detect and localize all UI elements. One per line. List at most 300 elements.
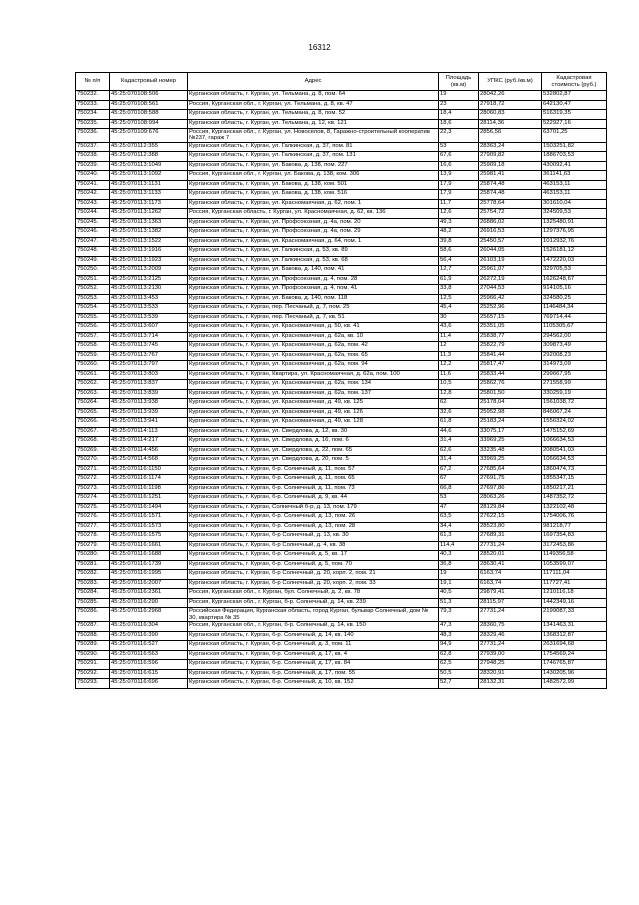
- area-cell: 61,8: [439, 418, 479, 428]
- cadastral-value-cell: 1322102,48: [542, 503, 607, 513]
- cadastral-number-cell: 45:25:070116:696: [110, 679, 188, 689]
- cadastral-value-cell: 324509,53: [542, 209, 607, 219]
- table-row: [76, 323, 607, 333]
- row-number-cell: 750254.: [76, 304, 110, 314]
- cadastral-value-cell: 301610,04: [542, 199, 607, 209]
- row-number-cell: 750293.: [76, 679, 110, 689]
- address-cell: Курганская область, г. Курган, б-р. Солнечный, д. 9, кв. 44: [188, 494, 439, 504]
- address-cell: Курганская область, г. Курган, б-р. Солнечный, д. 17, пом. 55: [188, 669, 439, 679]
- header-number: № п/п: [76, 73, 110, 91]
- upks-cell: 25909,18: [479, 161, 542, 171]
- row-number-cell: 750283.: [76, 579, 110, 589]
- cadastral-number-cell: 45:25:070113:1131: [110, 180, 188, 190]
- upks-cell: 25183,24: [479, 418, 542, 428]
- cadastral-value-cell: 271558,99: [542, 380, 607, 390]
- upks-cell: 6163,74: [479, 579, 542, 589]
- row-number-cell: 750280.: [76, 551, 110, 561]
- address-cell: Курганская область, г. Курган, б-р Солнечный, д. 20, корп. 2, пом. 33: [188, 579, 439, 589]
- cadastral-value-cell: 516319,35: [542, 110, 607, 120]
- row-number-cell: 750260.: [76, 361, 110, 371]
- upks-cell: 26103,19: [479, 256, 542, 266]
- table-row: [76, 475, 607, 485]
- cadastral-value-cell: 463153,11: [542, 180, 607, 190]
- address-cell: Курганская область, г. Курган, ул. Красномаячная, д. 62а, пом. 94: [188, 361, 439, 371]
- table-row: [76, 551, 607, 561]
- upks-cell: 27948,25: [479, 660, 542, 670]
- header-area: Площадь (кв.м): [439, 73, 479, 91]
- upks-cell: 25351,05: [479, 323, 542, 333]
- upks-cell: 28063,26: [479, 494, 542, 504]
- cadastral-number-cell: 45:25:070113:941: [110, 418, 188, 428]
- row-number-cell: 750247.: [76, 237, 110, 247]
- cadastral-value-cell: 292008,23: [542, 351, 607, 361]
- area-cell: 12,7: [439, 266, 479, 276]
- table-row: [76, 522, 607, 532]
- table-row: [76, 437, 607, 447]
- cadastral-value-cell: 2199087,33: [542, 608, 607, 622]
- row-number-cell: 750289.: [76, 641, 110, 651]
- table-row: [76, 650, 607, 660]
- cadastral-value-cell: 1482572,99: [542, 679, 607, 689]
- row-number-cell: 750284.: [76, 589, 110, 599]
- table-row: [76, 399, 607, 409]
- cadastral-number-cell: 45:25:070113:1092: [110, 171, 188, 181]
- area-cell: 19: [439, 91, 479, 101]
- cadastral-value-cell: 329705,53: [542, 266, 607, 276]
- upks-cell: 26886,02: [479, 218, 542, 228]
- address-cell: Курганская область, г. Курган, б-р. Солнечный, д. 14, кв. 140: [188, 631, 439, 641]
- address-cell: Курганская область, г. Курган, ул. Профсоюзная, д. 4, пом. 41: [188, 285, 439, 295]
- upks-cell: 25981,41: [479, 171, 542, 181]
- row-number-cell: 750265.: [76, 408, 110, 418]
- cadastral-value-cell: 1442349,16: [542, 598, 607, 608]
- area-cell: 53: [439, 494, 479, 504]
- address-cell: Курганская область, г. Курган, пер. Песчаный, д. 7, кв. 51: [188, 313, 439, 323]
- cadastral-number-cell: 45:25:070113:453: [110, 294, 188, 304]
- area-cell: 47: [439, 503, 479, 513]
- table-row: [76, 361, 607, 371]
- cadastral-number-cell: 45:25:070116:1251: [110, 494, 188, 504]
- table-row: [76, 631, 607, 641]
- cadastral-value-cell: 2080541,03: [542, 446, 607, 456]
- cadastral-number-cell: 45:25:070116:1995: [110, 570, 188, 580]
- upks-cell: 27044,53: [479, 285, 542, 295]
- area-cell: 12,2: [439, 361, 479, 371]
- address-cell: Курганская область, г. Курган, ул. Профсоюзная, д. 4а, пом. 20: [188, 218, 439, 228]
- upks-cell: 27909,82: [479, 152, 542, 162]
- area-cell: 23: [439, 100, 479, 110]
- area-cell: 56,4: [439, 256, 479, 266]
- area-cell: 44,6: [439, 427, 479, 437]
- upks-cell: 27731,24: [479, 608, 542, 622]
- address-cell: Россия, Курганская обл., г. Курган, бул. Солнечный, д. 2, кв. 78: [188, 589, 439, 599]
- table-row: [76, 313, 607, 323]
- page-number: 16312: [308, 43, 331, 52]
- cadastral-value-cell: 1297376,95: [542, 228, 607, 238]
- area-cell: 62,8: [439, 650, 479, 660]
- row-number-cell: 750252.: [76, 285, 110, 295]
- address-cell: Курганская область, г. Курган, б-р Солнечный, д. 4, кв. 38: [188, 541, 439, 551]
- cadastral-value-cell: 846067,24: [542, 408, 607, 418]
- row-number-cell: 750291.: [76, 660, 110, 670]
- upks-cell: 25450,57: [479, 237, 542, 247]
- row-number-cell: 750246.: [76, 228, 110, 238]
- table-row: [76, 285, 607, 295]
- row-number-cell: 750263.: [76, 389, 110, 399]
- row-number-cell: 750269.: [76, 446, 110, 456]
- table-row: [76, 641, 607, 651]
- area-cell: 12,5: [439, 294, 479, 304]
- address-cell: Российская Федерация, Курганская область, город Курган, бульвар Солнечный, дом № 30, квартира № 35: [188, 608, 439, 622]
- table-row: [76, 332, 607, 342]
- cadastral-value-cell: 2631694,68: [542, 641, 607, 651]
- area-cell: 17,9: [439, 180, 479, 190]
- cadastral-value-cell: 3172453,86: [542, 541, 607, 551]
- upks-cell: 25252,96: [479, 304, 542, 314]
- cadastral-number-cell: 45:25:070112:388: [110, 152, 188, 162]
- cadastral-value-cell: 1368312,87: [542, 631, 607, 641]
- address-cell: Курганская область, г. Курган, ул. Красномаячная, д. 62, пом. 1: [188, 199, 439, 209]
- area-cell: 43,6: [439, 323, 479, 333]
- table-row: [76, 161, 607, 171]
- area-cell: 48,3: [439, 631, 479, 641]
- upks-cell: 26272,19: [479, 275, 542, 285]
- area-cell: 45,4: [439, 304, 479, 314]
- cadastral-value-cell: 1472220,03: [542, 256, 607, 266]
- address-cell: Курганская область, г. Курган, ул. Красномаячная, д. 50, кв. 41: [188, 323, 439, 333]
- area-cell: 58,6: [439, 247, 479, 257]
- table-row: [76, 247, 607, 257]
- cadastral-value-cell: 1475152,69: [542, 427, 607, 437]
- area-cell: 32,6: [439, 408, 479, 418]
- address-cell: Курганская область, г. Курган, ул. Красномаячная, д. 64, пом. 1: [188, 237, 439, 247]
- cadastral-number-cell: 45:25:070116:596: [110, 660, 188, 670]
- area-cell: 94,9: [439, 641, 479, 651]
- cadastral-value-cell: 361141,63: [542, 171, 607, 181]
- cadastral-number-cell: 45:25:070112:355: [110, 142, 188, 152]
- upks-cell: 28132,31: [479, 679, 542, 689]
- row-number-cell: 750259.: [76, 351, 110, 361]
- row-number-cell: 750239.: [76, 161, 110, 171]
- row-number-cell: 750267.: [76, 427, 110, 437]
- upks-cell: 28329,46: [479, 631, 542, 641]
- area-cell: 114,4: [439, 541, 479, 551]
- cadastral-value-cell: 1341463,31: [542, 622, 607, 632]
- cadastral-number-cell: 45:25:070116:1575: [110, 532, 188, 542]
- address-cell: Курганская область, г. Курган, б-р. Солнечный, д. 11, пом. 73: [188, 484, 439, 494]
- cadastral-value-cell: 299667,95: [542, 370, 607, 380]
- area-cell: 67,2: [439, 465, 479, 475]
- address-cell: Курганская область, г. Курган, ул. Тельмана, д. 12, кв. 121: [188, 119, 439, 129]
- row-number-cell: 750272.: [76, 475, 110, 485]
- address-cell: Курганская область, г. Курган, ул. Бакова, д. 140, пом. 41: [188, 266, 439, 276]
- upks-cell: 28114,36: [479, 119, 542, 129]
- upks-cell: 25801,50: [479, 389, 542, 399]
- upks-cell: 27691,75: [479, 475, 542, 485]
- table-row: [76, 465, 607, 475]
- upks-cell: 6163,74: [479, 570, 542, 580]
- row-number-cell: 750282.: [76, 570, 110, 580]
- table-row: [76, 190, 607, 200]
- cadastral-value-cell: 1325480,91: [542, 218, 607, 228]
- cadastral-number-cell: 45:25:070116:2361: [110, 589, 188, 599]
- cadastral-value-cell: 430092,41: [542, 161, 607, 171]
- cadastral-number-cell: 45:25:070113:1382: [110, 228, 188, 238]
- area-cell: 49,3: [439, 218, 479, 228]
- cadastral-number-cell: 45:25:070113:938: [110, 399, 188, 409]
- cadastral-value-cell: 769714,44: [542, 313, 607, 323]
- row-number-cell: 750242.: [76, 190, 110, 200]
- table-row: [76, 91, 607, 101]
- cadastral-value-cell: 1626248,67: [542, 275, 607, 285]
- table-header-row: [76, 73, 607, 91]
- table-row: [76, 209, 607, 219]
- cadastral-number-cell: 45:25:070116:1573: [110, 522, 188, 532]
- table-row: [76, 180, 607, 190]
- upks-cell: 27939,00: [479, 650, 542, 660]
- cadastral-number-cell: 45:25:070108:561: [110, 100, 188, 110]
- cadastral-value-cell: 1053599,07: [542, 560, 607, 570]
- cadastral-number-cell: 45:25:070116:304: [110, 622, 188, 632]
- row-number-cell: 750233.: [76, 100, 110, 110]
- upks-cell: 33235,48: [479, 446, 542, 456]
- area-cell: 11,4: [439, 332, 479, 342]
- address-cell: Курганская область, г. Курган, ул. Красномаячная, д. 62а, кв. 10: [188, 332, 439, 342]
- area-cell: 31,4: [439, 437, 479, 447]
- row-number-cell: 750278.: [76, 532, 110, 542]
- row-number-cell: 750279.: [76, 541, 110, 551]
- cadastral-number-cell: 45:25:070116:1688: [110, 551, 188, 561]
- cadastral-value-cell: 1146484,34: [542, 304, 607, 314]
- row-number-cell: 750257.: [76, 332, 110, 342]
- cadastral-number-cell: 45:25:070113:839: [110, 389, 188, 399]
- area-cell: 12,6: [439, 209, 479, 219]
- area-cell: 19,1: [439, 579, 479, 589]
- cadastral-number-cell: 45:25:070113:533: [110, 304, 188, 314]
- cadastral-number-cell: 45:25:070108:506: [110, 91, 188, 101]
- table-row: [76, 570, 607, 580]
- row-number-cell: 750238.: [76, 152, 110, 162]
- area-cell: 22,3: [439, 129, 479, 143]
- row-number-cell: 750286.: [76, 608, 110, 622]
- address-cell: Россия, Курганская обл., г. Курган, б-р. Солнечный, д. 14, кв. 150: [188, 622, 439, 632]
- area-cell: 40,5: [439, 589, 479, 599]
- area-cell: 39,8: [439, 237, 479, 247]
- address-cell: Курганская область, г. Курган, ул. Свердлова, д. 12, кв. 30: [188, 427, 439, 437]
- cadastral-number-cell: 45:25:070113:2009: [110, 266, 188, 276]
- cadastral-number-cell: 45:25:070113:1522: [110, 237, 188, 247]
- table-row: [76, 679, 607, 689]
- row-number-cell: 750249.: [76, 256, 110, 266]
- upks-cell: 28360,75: [479, 622, 542, 632]
- area-cell: 53: [439, 142, 479, 152]
- cadastral-value-cell: 1210116,18: [542, 589, 607, 599]
- cadastral-number-cell: 45:25:070113:1133: [110, 190, 188, 200]
- area-cell: 11,7: [439, 199, 479, 209]
- cadastral-value-cell: 1526181,12: [542, 247, 607, 257]
- area-cell: 66,8: [439, 484, 479, 494]
- table-row: [76, 380, 607, 390]
- address-cell: Курганская область, г. Курган, ул. Красномаячная, д. 62а, пом. 42: [188, 342, 439, 352]
- cadastral-value-cell: 522927,16: [542, 119, 607, 129]
- upks-cell: 28630,41: [479, 560, 542, 570]
- upks-cell: 25966,42: [479, 294, 542, 304]
- cadastral-value-cell: 981218,77: [542, 522, 607, 532]
- row-number-cell: 750276.: [76, 513, 110, 523]
- table-row: [76, 218, 607, 228]
- address-cell: Курганская область, г. Курган, ул. Галкинская, д. 37, пом. 131: [188, 152, 439, 162]
- cadastral-value-cell: 314973,09: [542, 361, 607, 371]
- upks-cell: 27697,86: [479, 484, 542, 494]
- area-cell: 67,6: [439, 152, 479, 162]
- upks-cell: 25862,76: [479, 380, 542, 390]
- row-number-cell: 750236.: [76, 129, 110, 143]
- table-row: [76, 100, 607, 110]
- cadastral-number-cell: 45:25:070113:1363: [110, 218, 188, 228]
- area-cell: 79,3: [439, 608, 479, 622]
- cadastral-value-cell: 1149356,58: [542, 551, 607, 561]
- cadastral-number-cell: 45:25:070116:1174: [110, 475, 188, 485]
- table-row: [76, 199, 607, 209]
- area-cell: 18,6: [439, 119, 479, 129]
- cadastral-value-cell: 1066634,53: [542, 437, 607, 447]
- address-cell: Курганская область, г. Курган, б-р Солнечный, д. 13, кв. 30: [188, 532, 439, 542]
- cadastral-number-cell: 45:25:070116:563: [110, 650, 188, 660]
- cadastral-value-cell: 1012932,76: [542, 237, 607, 247]
- address-cell: Россия, Курганская область, г. Курган, ул. Красномаячная, д. 62, кв. 136: [188, 209, 439, 219]
- row-number-cell: 750243.: [76, 199, 110, 209]
- table-row: [76, 669, 607, 679]
- cadastral-value-cell: 1561038,72: [542, 399, 607, 409]
- cadastral-number-cell: 45:25:070116:1661: [110, 541, 188, 551]
- area-cell: 31,4: [439, 456, 479, 466]
- table-row: [76, 351, 607, 361]
- cadastral-number-cell: 45:25:070116:2007: [110, 579, 188, 589]
- cadastral-value-cell: 1855347,15: [542, 475, 607, 485]
- address-cell: Курганская область, г. Курган, б-р. Солнечный, д. 5, пом. 70: [188, 560, 439, 570]
- area-cell: 47,3: [439, 622, 479, 632]
- area-cell: 12: [439, 342, 479, 352]
- area-cell: 62: [439, 399, 479, 409]
- upks-cell: 33075,17: [479, 427, 542, 437]
- area-cell: 10,5: [439, 380, 479, 390]
- area-cell: 17,9: [439, 190, 479, 200]
- cadastral-value-cell: 914105,16: [542, 285, 607, 295]
- row-number-cell: 750245.: [76, 218, 110, 228]
- upks-cell: 27685,64: [479, 465, 542, 475]
- address-cell: Курганская область, г. Курган, б-р. Солнечный, д. 11, пом. 57: [188, 465, 439, 475]
- header-cadastral-number: Кадастровый номер: [110, 73, 188, 91]
- upks-cell: 28363,24: [479, 142, 542, 152]
- cadastral-value-cell: 642130,47: [542, 100, 607, 110]
- table-row: [76, 541, 607, 551]
- upks-cell: 25754,72: [479, 209, 542, 219]
- area-cell: 51,3: [439, 598, 479, 608]
- address-cell: Курганская область, г. Курган, ул. Красномаячная, д. 49, кв. 126: [188, 408, 439, 418]
- address-cell: Курганская область, г. Курган, ул. Красномаячная, д. 62а, пом. 65: [188, 351, 439, 361]
- area-cell: 67: [439, 475, 479, 485]
- area-cell: 18,4: [439, 110, 479, 120]
- area-cell: 50,5: [439, 669, 479, 679]
- cadastral-number-cell: 45:25:070116:615: [110, 669, 188, 679]
- address-cell: Курганская область, г. Курган, б-р. Солнечный, д. 17, кв. 4: [188, 650, 439, 660]
- cadastral-value-cell: 309873,49: [542, 342, 607, 352]
- address-cell: Курганская область, г. Курган, Квартира, ул. Красномаячная, д. 62а, пом. 100: [188, 370, 439, 380]
- row-number-cell: 750244.: [76, 209, 110, 219]
- cadastral-number-cell: 45:25:070116:1150: [110, 465, 188, 475]
- cadastral-number-cell: 45:25:070116:527: [110, 641, 188, 651]
- table-row: [76, 532, 607, 542]
- cadastral-number-cell: 45:25:070114:217: [110, 437, 188, 447]
- row-number-cell: 750285.: [76, 598, 110, 608]
- cadastral-number-cell: 45:25:070113:939: [110, 408, 188, 418]
- upks-cell: 25961,07: [479, 266, 542, 276]
- area-cell: 12,8: [439, 389, 479, 399]
- row-number-cell: 750232.: [76, 91, 110, 101]
- address-cell: Курганская область, г. Курган, ул. Свердлова, д. 22, пом. 65: [188, 446, 439, 456]
- upks-cell: 33969,25: [479, 456, 542, 466]
- cadastral-number-cell: 45:25:070109:676: [110, 129, 188, 143]
- cadastral-value-cell: 532802,87: [542, 91, 607, 101]
- area-cell: 40,3: [439, 551, 479, 561]
- upks-cell: 33969,25: [479, 437, 542, 447]
- cadastral-value-cell: 1754006,76: [542, 513, 607, 523]
- address-cell: Курганская область, г. Курган, ул. Галкинская, д. 53, кв. 89: [188, 247, 439, 257]
- area-cell: 34,4: [439, 522, 479, 532]
- cadastral-number-cell: 45:25:070113:1049: [110, 161, 188, 171]
- cadastral-number-cell: 45:25:070113:539: [110, 313, 188, 323]
- row-number-cell: 750240.: [76, 171, 110, 181]
- cadastral-number-cell: 45:25:070116:2968: [110, 608, 188, 622]
- row-number-cell: 750273.: [76, 484, 110, 494]
- address-cell: Курганская область, г. Курган, ул. Тельмана, д. 8, пом. 52: [188, 110, 439, 120]
- cadastral-number-cell: 45:25:070114:113: [110, 427, 188, 437]
- row-number-cell: 750258.: [76, 342, 110, 352]
- cadastral-value-cell: 330259,19: [542, 389, 607, 399]
- cadastral-value-cell: 1556324,02: [542, 418, 607, 428]
- area-cell: 36,8: [439, 560, 479, 570]
- table-row: [76, 579, 607, 589]
- upks-cell: 26916,53: [479, 228, 542, 238]
- table-row: [76, 370, 607, 380]
- cadastral-number-cell: 45:25:070108:588: [110, 110, 188, 120]
- row-number-cell: 750275.: [76, 503, 110, 513]
- area-cell: 61,3: [439, 532, 479, 542]
- table-row: [76, 129, 607, 143]
- area-cell: 16,6: [439, 161, 479, 171]
- row-number-cell: 750261.: [76, 370, 110, 380]
- cadastral-number-cell: 45:25:070116:1494: [110, 503, 188, 513]
- address-cell: Курганская область, г. Курган, ул. Тельмана, д. 8, пом. 64: [188, 91, 439, 101]
- upks-cell: 28115,97: [479, 598, 542, 608]
- table-row: [76, 408, 607, 418]
- address-cell: Курганская область, г. Курган, б-р. Солнечный, д. 3, пом. 11: [188, 641, 439, 651]
- area-cell: 33,8: [439, 285, 479, 295]
- row-number-cell: 750264.: [76, 399, 110, 409]
- cadastral-number-cell: 45:25:070108:994: [110, 119, 188, 129]
- table-row: [76, 418, 607, 428]
- address-cell: Курганская область, г. Курган, ул. Бакова, д. 138, ком. 501: [188, 180, 439, 190]
- cadastral-number-cell: 45:25:070113:607: [110, 323, 188, 333]
- cadastral-number-cell: 45:25:070113:2125: [110, 275, 188, 285]
- area-cell: 62,6: [439, 446, 479, 456]
- upks-cell: 28042,26: [479, 91, 542, 101]
- cadastral-value-cell: 1697354,83: [542, 532, 607, 542]
- row-number-cell: 750237.: [76, 142, 110, 152]
- row-number-cell: 750288.: [76, 631, 110, 641]
- row-number-cell: 750255.: [76, 313, 110, 323]
- table-row: [76, 427, 607, 437]
